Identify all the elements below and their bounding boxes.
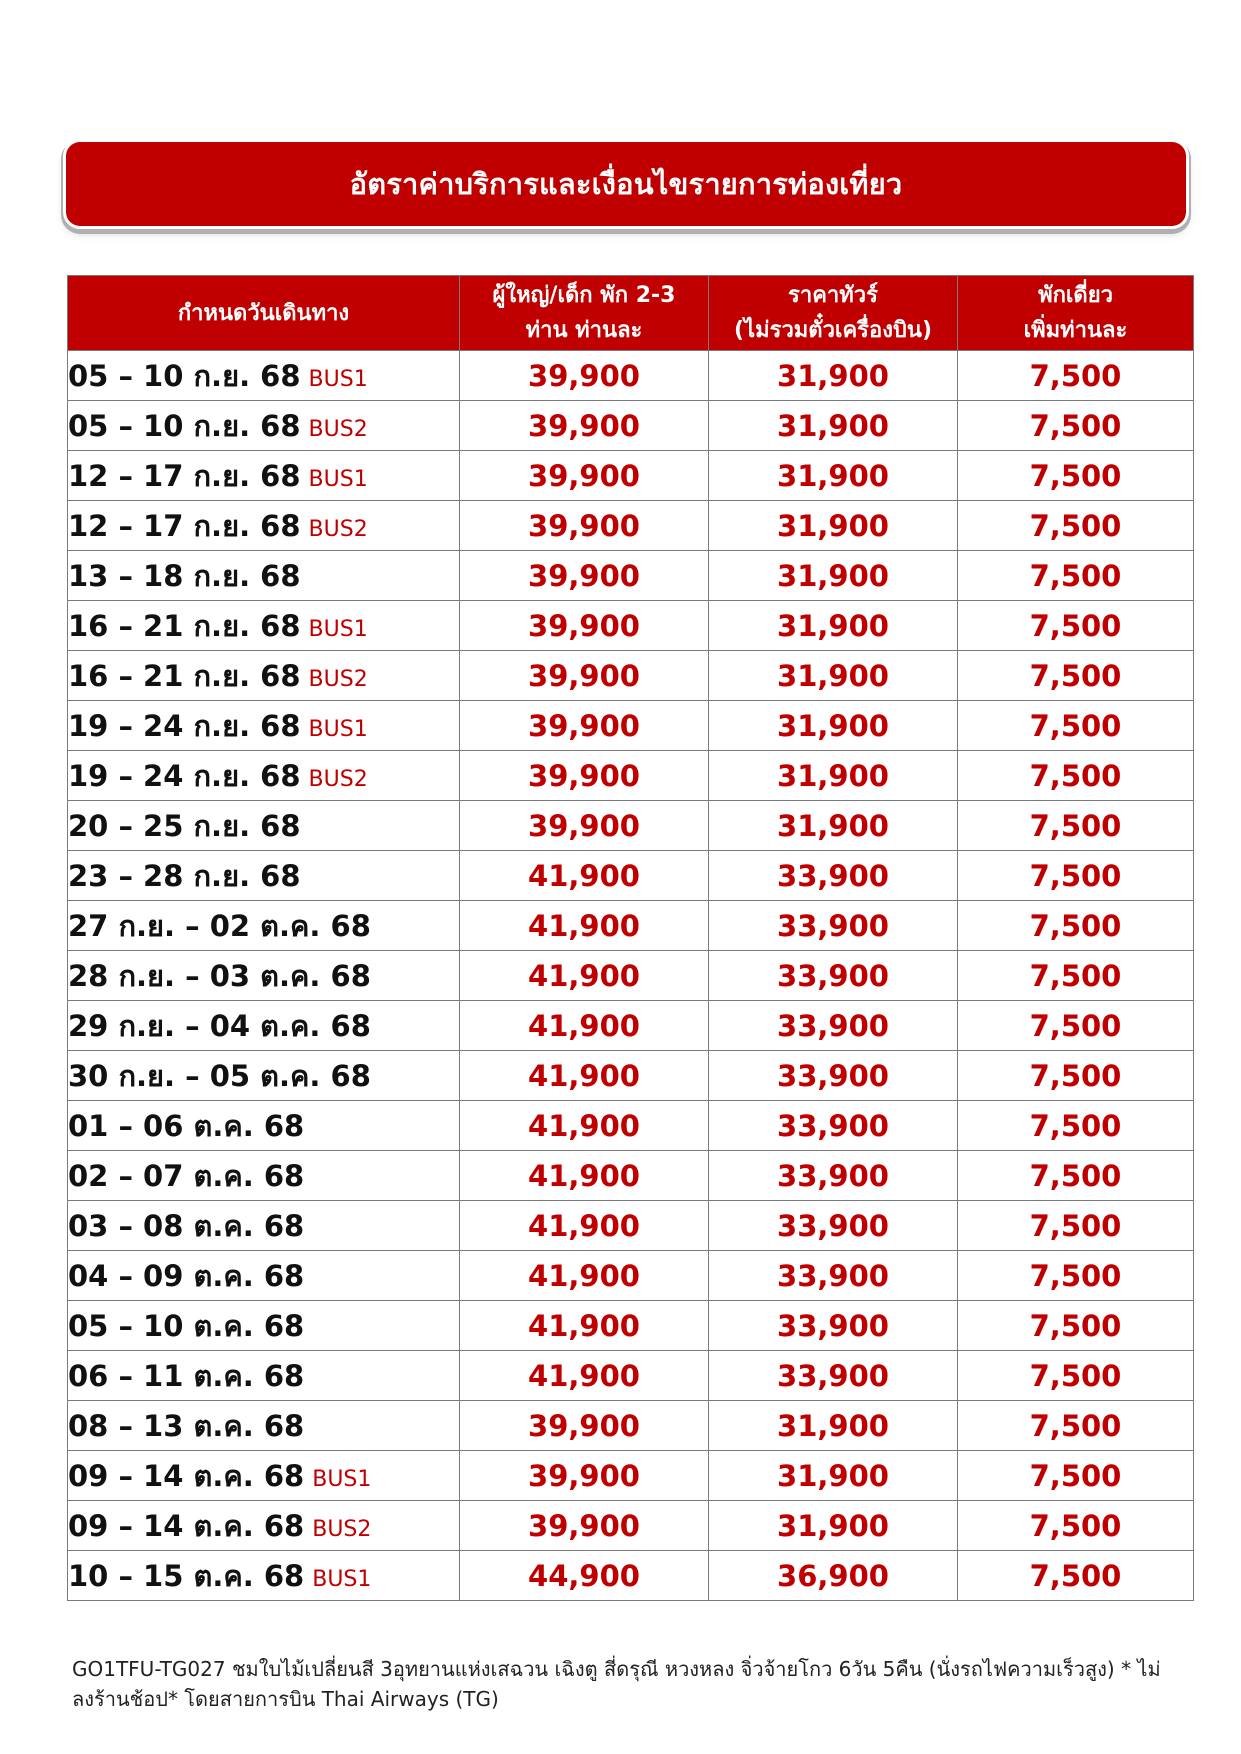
travel-date: 04 – 09 ต.ค. 68 [68,1258,305,1293]
tour-price: 31,900 [709,601,958,651]
bus-tag: BUS2 [308,766,368,792]
travel-date: 23 – 28 ก.ย. 68 [68,858,301,893]
travel-date-cell [68,1051,460,1101]
header-adult-child-price [460,276,709,351]
adult-child-price: 39,900 [460,751,709,801]
travel-date-cell [68,701,460,751]
adult-child-price: 41,900 [460,1201,709,1251]
travel-date-cell [68,1401,460,1451]
travel-date: 27 ก.ย. – 02 ต.ค. 68 [68,908,371,943]
tour-program-note: GO1TFU-TG027 ชมใบไม้เปลี่ยนสี 3อุทยานแห่งเสฉวน เฉิงตู สี่ดรุณี หวงหลง จิ่วจ้ายโกว 6วัน 5คืน (นั่งรถไฟความเร็วสูง) * ไม่ลงร้านช้อป* โดยสายการบิน Thai Airways (TG) [72,1657,1161,1711]
travel-date-cell [68,501,460,551]
single-supplement: 7,500 [958,1451,1194,1501]
single-supplement: 7,500 [958,901,1194,951]
table-row [68,1001,1194,1051]
table-row [68,1551,1194,1601]
travel-date-cell [68,1301,460,1351]
travel-date: 05 – 10 ก.ย. 68 [68,408,301,443]
travel-date-cell [68,451,460,501]
travel-date-cell [68,651,460,701]
header-single-supplement [958,276,1194,351]
tour-price: 31,900 [709,501,958,551]
tour-price: 31,900 [709,801,958,851]
bus-tag: BUS1 [308,366,368,392]
adult-child-price: 39,900 [460,1451,709,1501]
tour-price: 31,900 [709,751,958,801]
travel-date: 01 – 06 ต.ค. 68 [68,1108,305,1143]
single-supplement: 7,500 [958,1201,1194,1251]
travel-date: 05 – 10 ต.ค. 68 [68,1308,305,1343]
travel-date: 06 – 11 ต.ค. 68 [68,1358,305,1393]
single-supplement: 7,500 [958,1101,1194,1151]
bus-tag: BUS1 [308,616,368,642]
single-supplement: 7,500 [958,651,1194,701]
travel-date-cell [68,801,460,851]
adult-child-price: 39,900 [460,801,709,851]
adult-child-price: 39,900 [460,401,709,451]
header-single-line2: เพิ่มท่านละ [1023,318,1128,343]
travel-date: 10 – 15 ต.ค. 68 [68,1558,305,1593]
tour-price: 33,900 [709,1151,958,1201]
price-table-header [68,276,1194,351]
tour-price: 33,900 [709,901,958,951]
adult-child-price: 44,900 [460,1551,709,1601]
travel-date-cell [68,951,460,1001]
travel-date-cell [68,1501,460,1551]
travel-date-cell [68,1101,460,1151]
table-row [68,801,1194,851]
adult-child-price: 41,900 [460,851,709,901]
table-row [68,1201,1194,1251]
tour-price: 31,900 [709,701,958,751]
table-row [68,1051,1194,1101]
single-supplement: 7,500 [958,1151,1194,1201]
adult-child-price: 39,900 [460,351,709,401]
bus-tag: BUS2 [312,1516,372,1542]
travel-date-cell [68,901,460,951]
table-row [68,1501,1194,1551]
travel-date-cell [68,851,460,901]
single-supplement: 7,500 [958,501,1194,551]
travel-date-cell [68,1201,460,1251]
travel-date-cell [68,351,460,401]
travel-date: 03 – 08 ต.ค. 68 [68,1208,305,1243]
tour-price: 33,900 [709,1251,958,1301]
tour-price: 31,900 [709,451,958,501]
tour-price: 33,900 [709,1051,958,1101]
tour-price: 33,900 [709,951,958,1001]
table-row [68,1251,1194,1301]
single-supplement: 7,500 [958,1301,1194,1351]
table-row [68,1351,1194,1401]
adult-child-price: 39,900 [460,1501,709,1551]
table-row [68,501,1194,551]
single-supplement: 7,500 [958,1501,1194,1551]
single-supplement: 7,500 [958,401,1194,451]
travel-date: 02 – 07 ต.ค. 68 [68,1158,305,1193]
header-tour-line1: ราคาทัวร์ [788,283,878,308]
adult-child-price: 39,900 [460,701,709,751]
travel-date: 09 – 14 ต.ค. 68 [68,1508,305,1543]
table-row [68,601,1194,651]
title-banner [66,142,1186,226]
table-row [68,351,1194,401]
travel-date: 20 – 25 ก.ย. 68 [68,808,301,843]
tour-price: 31,900 [709,651,958,701]
travel-date: 16 – 21 ก.ย. 68 [68,658,301,693]
table-row [68,851,1194,901]
single-supplement: 7,500 [958,1551,1194,1601]
travel-date: 29 ก.ย. – 04 ต.ค. 68 [68,1008,371,1043]
travel-date: 05 – 10 ก.ย. 68 [68,358,301,393]
single-supplement: 7,500 [958,701,1194,751]
table-row [68,901,1194,951]
table-row [68,951,1194,1001]
adult-child-price: 41,900 [460,901,709,951]
tour-price: 31,900 [709,1451,958,1501]
header-travel-date [68,276,460,351]
single-supplement: 7,500 [958,951,1194,1001]
header-tour-line2: (ไม่รวมตั๋วเครื่องบิน) [734,318,932,343]
single-supplement: 7,500 [958,1251,1194,1301]
price-table-body [68,351,1194,1601]
adult-child-price: 39,900 [460,551,709,601]
travel-date: 08 – 13 ต.ค. 68 [68,1408,305,1443]
adult-child-price: 41,900 [460,1001,709,1051]
table-row [68,1151,1194,1201]
adult-child-price: 41,900 [460,1301,709,1351]
travel-date: 30 ก.ย. – 05 ต.ค. 68 [68,1058,371,1093]
table-row [68,401,1194,451]
adult-child-price: 41,900 [460,1151,709,1201]
travel-date: 19 – 24 ก.ย. 68 [68,708,301,743]
adult-child-price: 39,900 [460,601,709,651]
travel-date-cell [68,551,460,601]
table-row [68,1451,1194,1501]
bus-tag: BUS1 [308,716,368,742]
bus-tag: BUS2 [308,516,368,542]
adult-child-price: 41,900 [460,1051,709,1101]
single-supplement: 7,500 [958,551,1194,601]
header-row [68,276,1194,351]
travel-date: 16 – 21 ก.ย. 68 [68,608,301,643]
price-table [67,275,1194,1601]
banner-title: อัตราค่าบริการและเงื่อนไขรายการท่องเที่ยว [349,167,903,201]
bus-tag: BUS2 [308,666,368,692]
adult-child-price: 39,900 [460,1401,709,1451]
travel-date-cell [68,401,460,451]
travel-date-cell [68,1151,460,1201]
header-tour-price [709,276,958,351]
table-row [68,1101,1194,1151]
bus-tag: BUS1 [312,1566,372,1592]
adult-child-price: 39,900 [460,651,709,701]
tour-price: 33,900 [709,1351,958,1401]
tour-price: 36,900 [709,1551,958,1601]
single-supplement: 7,500 [958,451,1194,501]
single-supplement: 7,500 [958,351,1194,401]
single-supplement: 7,500 [958,1351,1194,1401]
table-row [68,651,1194,701]
adult-child-price: 41,900 [460,1101,709,1151]
adult-child-price: 41,900 [460,1351,709,1401]
tour-price: 31,900 [709,1501,958,1551]
travel-date: 13 – 18 ก.ย. 68 [68,558,301,593]
travel-date-cell [68,1451,460,1501]
adult-child-price: 39,900 [460,501,709,551]
header-single-line1: พักเดี่ยว [1038,283,1113,308]
adult-child-price: 41,900 [460,951,709,1001]
table-row [68,751,1194,801]
tour-price: 31,900 [709,1401,958,1451]
bus-tag: BUS1 [308,466,368,492]
tour-price: 31,900 [709,401,958,451]
tour-price: 31,900 [709,351,958,401]
travel-date-cell [68,1551,460,1601]
tour-price: 33,900 [709,851,958,901]
table-row [68,1401,1194,1451]
travel-date-cell [68,751,460,801]
tour-price: 33,900 [709,1001,958,1051]
travel-date: 28 ก.ย. – 03 ต.ค. 68 [68,958,371,993]
header-travel-date-label: กำหนดวันเดินทาง [177,300,350,326]
single-supplement: 7,500 [958,801,1194,851]
bus-tag: BUS2 [308,416,368,442]
table-row [68,1301,1194,1351]
travel-date: 09 – 14 ต.ค. 68 [68,1458,305,1493]
adult-child-price: 41,900 [460,1251,709,1301]
table-row [68,701,1194,751]
tour-price: 33,900 [709,1201,958,1251]
table-row [68,551,1194,601]
travel-date-cell [68,1001,460,1051]
travel-date: 12 – 17 ก.ย. 68 [68,458,301,493]
single-supplement: 7,500 [958,1051,1194,1101]
tour-price: 33,900 [709,1301,958,1351]
travel-date: 12 – 17 ก.ย. 68 [68,508,301,543]
tour-price: 31,900 [709,551,958,601]
travel-date: 19 – 24 ก.ย. 68 [68,758,301,793]
single-supplement: 7,500 [958,851,1194,901]
travel-date-cell [68,1251,460,1301]
tour-price: 33,900 [709,1101,958,1151]
header-adult-line1: ผู้ใหญ่/เด็ก พัก 2-3 [492,283,676,308]
single-supplement: 7,500 [958,751,1194,801]
travel-date-cell [68,601,460,651]
adult-child-price: 39,900 [460,451,709,501]
table-row [68,451,1194,501]
single-supplement: 7,500 [958,601,1194,651]
travel-date-cell [68,1351,460,1401]
bus-tag: BUS1 [312,1466,372,1492]
single-supplement: 7,500 [958,1401,1194,1451]
single-supplement: 7,500 [958,1001,1194,1051]
header-adult-line2: ท่าน ท่านละ [525,318,643,343]
